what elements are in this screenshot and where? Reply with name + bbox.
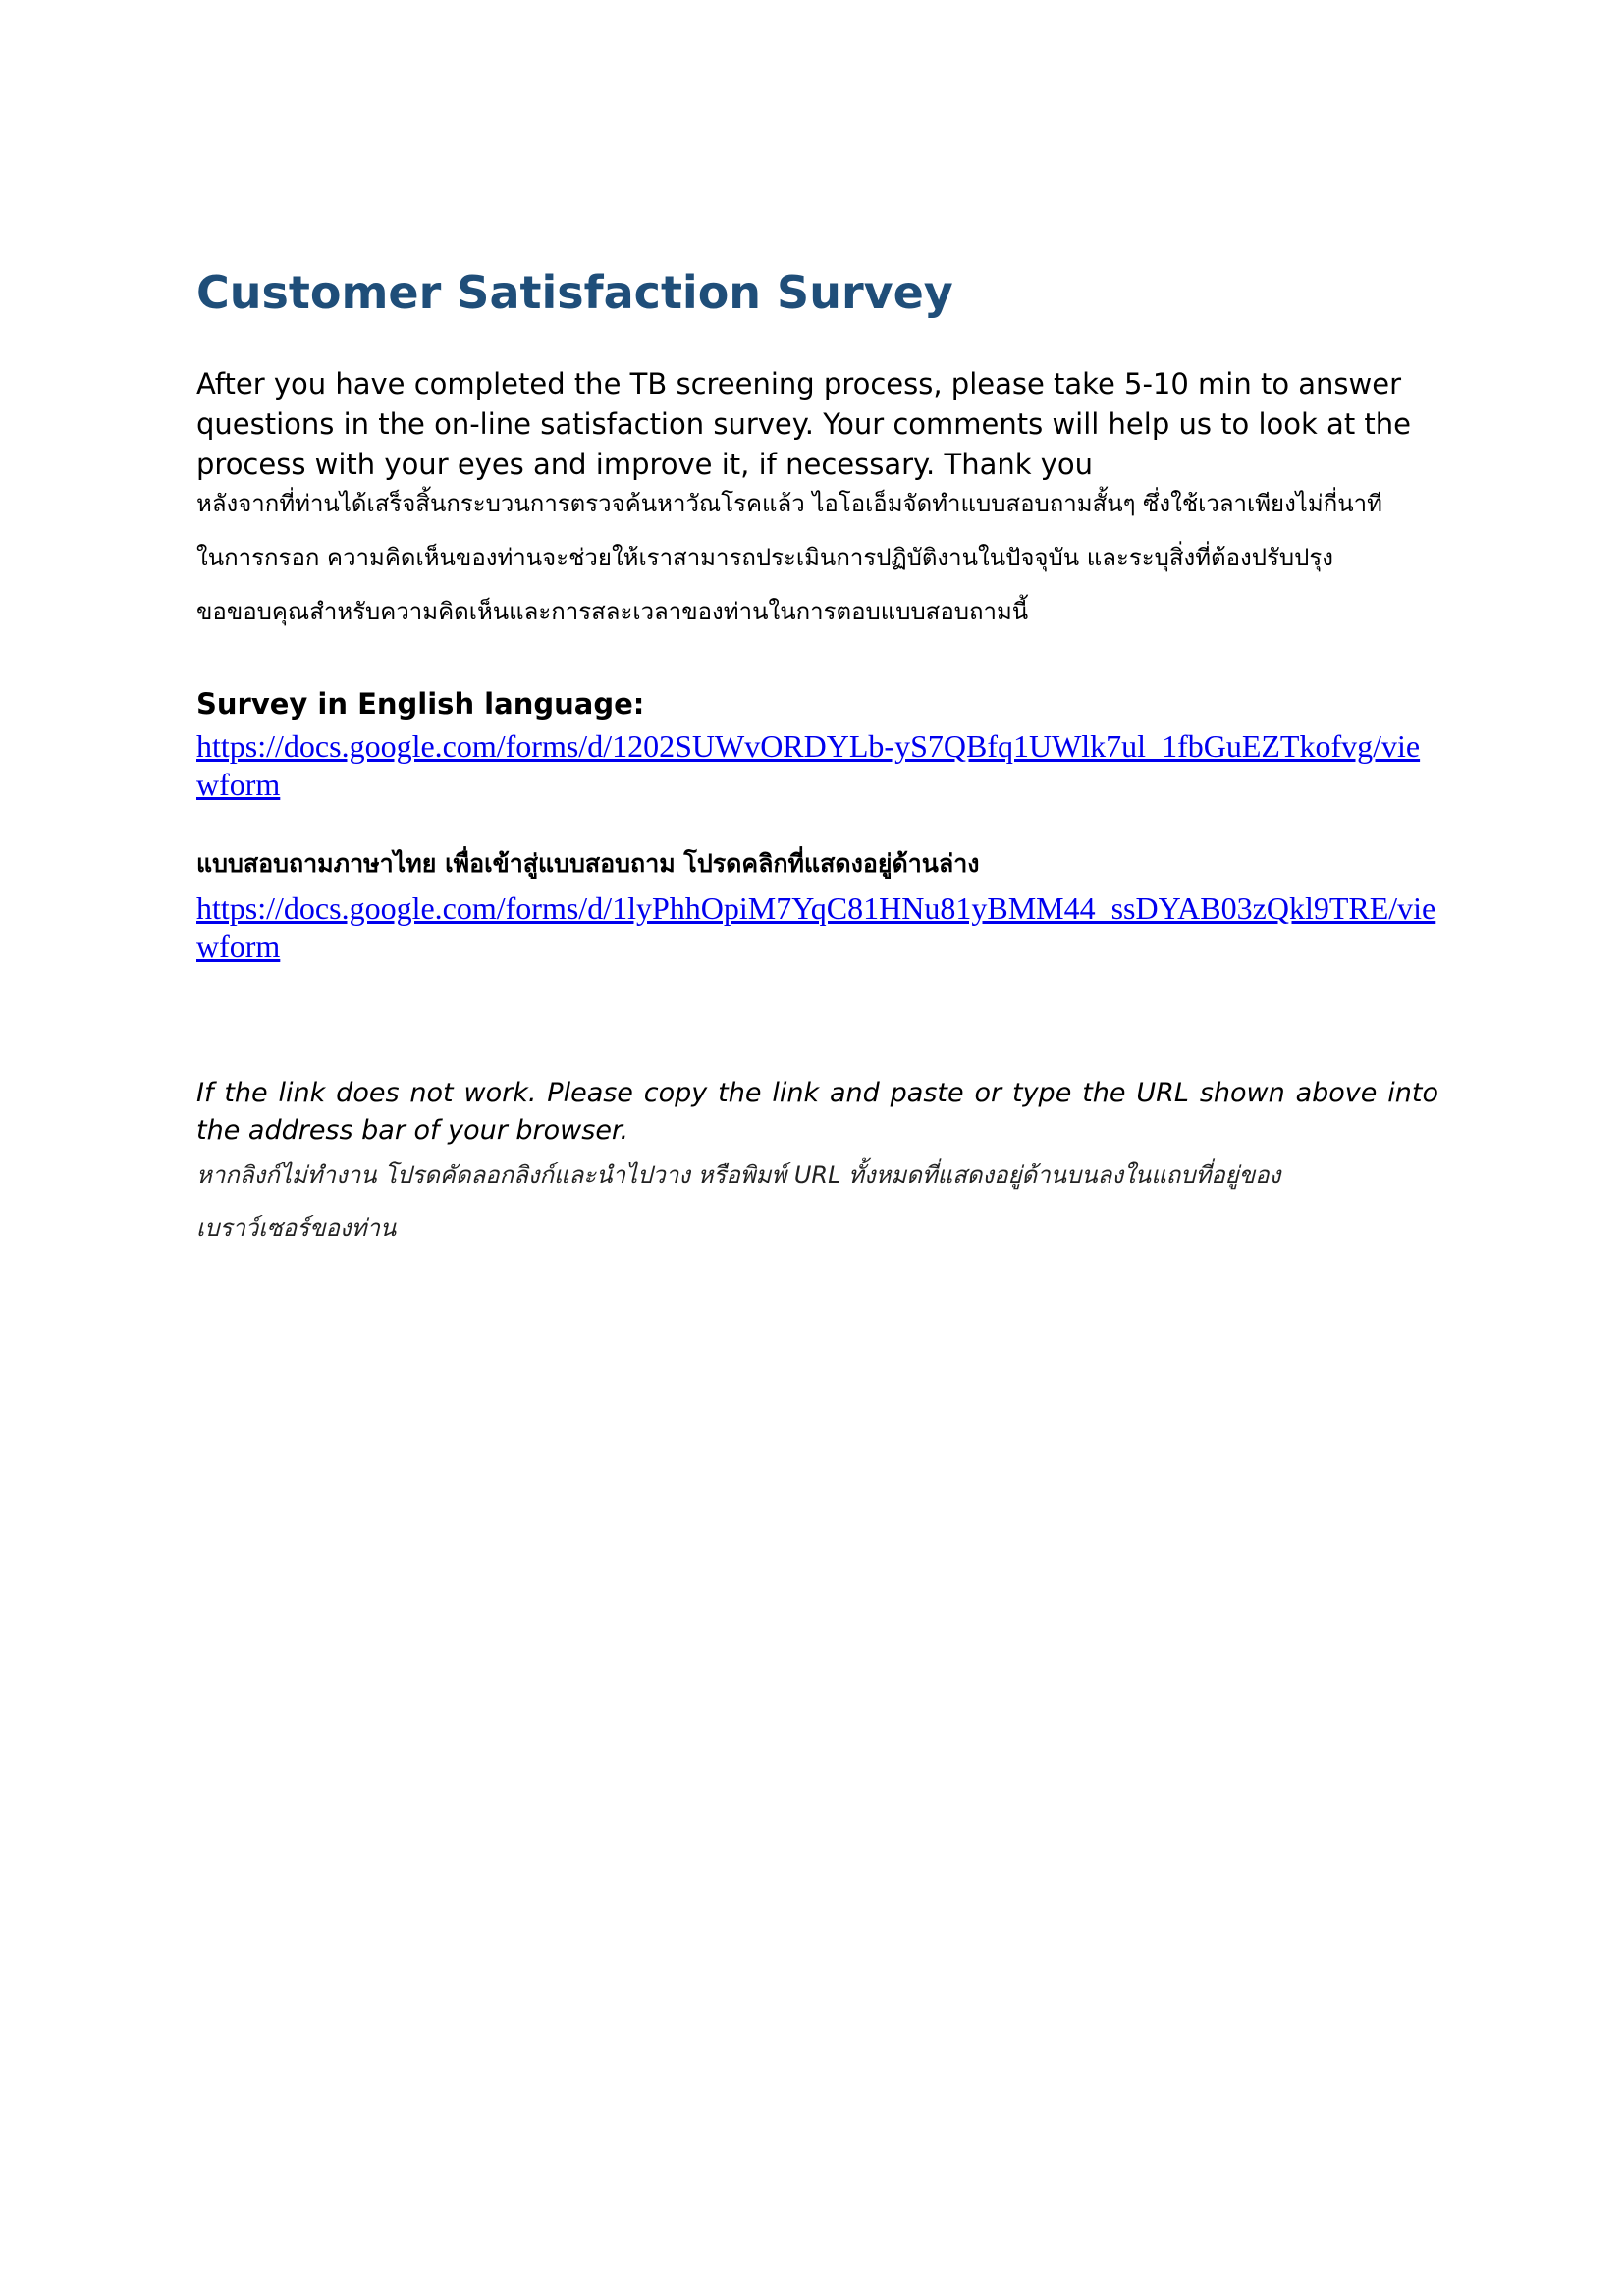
thai-survey-heading: แบบสอบถามภาษาไทย เพื่อเข้าสู่แบบสอบถาม โปรดคลิกที่แสดงอยู่ด้านล่าง <box>196 849 980 878</box>
link-help-note-thai-line-2: เบราว์เซอร์ของท่าน <box>196 1214 397 1242</box>
english-survey-heading: Survey in English language: <box>196 687 645 721</box>
intro-english <box>196 364 1438 485</box>
link-help-note-english: If the link does not work. Please copy the link and paste or type the URL shown above into the address bar of your browser. <box>196 1078 1438 1146</box>
page-title: Customer Satisfaction Survey <box>196 266 953 319</box>
english-survey-link[interactable]: https://docs.google.com/forms/d/1202SUWvORDYLb-yS7QBfq1UWlk7ul_1fbGuEZTkofvg/viewform <box>196 728 1421 802</box>
link-help-note-thai-line-1: หากลิงก์ไม่ทำงาน โปรดคัดลอกลิงก์และนำไปวาง หรือพิมพ์ URL ทั้งหมดที่แสดงอยู่ด้านบนลงในแถบที่อยู่ของ <box>196 1161 1281 1189</box>
thai-survey-link[interactable]: https://docs.google.com/forms/d/1lyPhhOpiM7YqC81HNu81yBMM44_ssDYAB03zQkl9TRE/viewform <box>196 890 1436 964</box>
intro-thai-line-2: ในการกรอก ความคิดเห็นของท่านจะช่วยให้เราสามารถประเมินการปฏิบัติงานในปัจจุบัน และระบุสิ่งที่ต้องปรับปรุง <box>196 544 1333 571</box>
intro-english-text: After you have completed the TB screening process, please take 5-10 min to answer questions in the on-line satisfaction survey. Your comments will help us to look at the process with your eyes and improve it, if necessary. Thank you <box>196 367 1412 481</box>
intro-thai-line-3: ขอขอบคุณสำหรับความคิดเห็นและการสละเวลาของท่านในการตอบแบบสอบถามนี้ <box>196 598 1029 625</box>
intro-thai-line-1: หลังจากที่ท่านได้เสร็จสิ้นกระบวนการตรวจค้นหาวัณโรคแล้ว ไอโอเอ็มจัดทำแบบสอบถามสั้นๆ ซึ่งใช้เวลาเพียงไม่กี่นาที <box>196 490 1382 517</box>
